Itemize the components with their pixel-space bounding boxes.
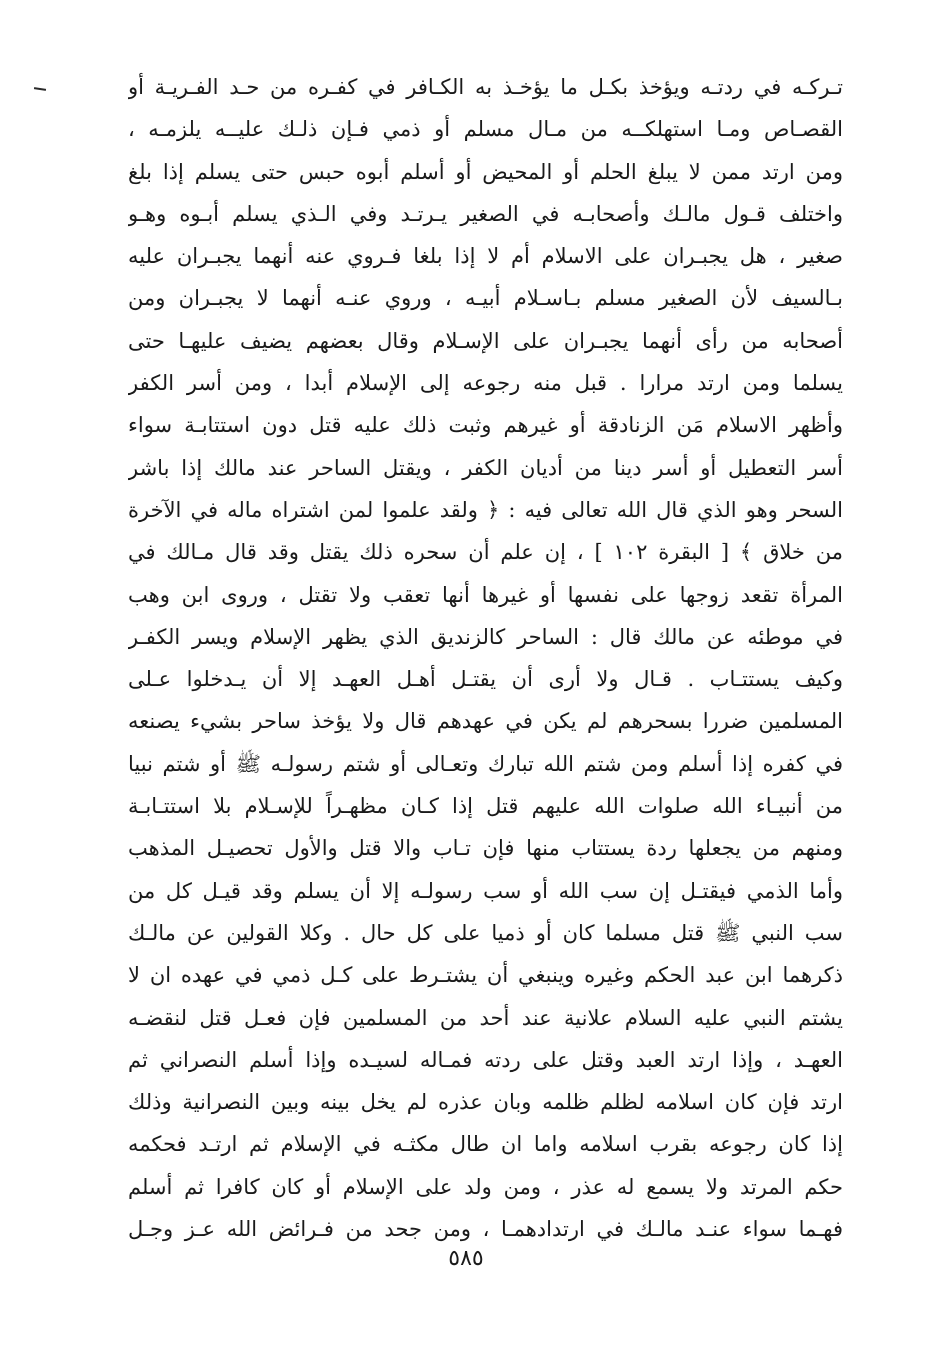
text-line: من خلاق ﴾ [ البقرة ١٠٢ ] ، إن علم أن سحره ذلك يقتل وقد قال مـالك في <box>128 540 843 565</box>
text-line: يسلما ومن ارتد مرارا . قبل منه رجوعه إلى الإسلام أبدا ، ومن أسر الكفر <box>128 371 843 396</box>
text-line: ومنهم من يجعلها ردة يستتاب منها فإن تـاب والا قتل والأول تحصيـل المذهب <box>128 836 843 861</box>
text-line: وكيف يستتـاب . قـال ولا أرى أن يقتـل أهـل العهـد إلا أن يـدخلوا عـلى <box>128 667 843 692</box>
text-line: سب النبي ﷺ قتل مسلما كان أو ذميا على كل حال . وكلا القولين عن مالـك <box>128 920 843 945</box>
text-line: من أنبيـاء الله صلوات الله عليهم قتل إذا كـان مظهـراً للإسـلام بلا استتـابـة <box>128 794 843 819</box>
text-line: وأظهر الاسلام مَن الزنادقة أو غيرهم وثبت ذلك عليه قتل دون استتابـة سواء <box>128 413 843 438</box>
body-text <box>128 66 843 1250</box>
text-line: حكم المرتد ولا يسمع له عذر ، ومن ولد على الإسلام أو كان كافرا ثم أسلم <box>128 1174 843 1199</box>
text-line: في كفره إذا أسلم ومن شتم الله تبارك وتعـالى أو شتم رسولـه ﷺ أو شتم نبيا <box>128 751 843 776</box>
text-line: صغير ، هل يجبـران على الاسلام أم لا إذا بلغا فـروي عنه أنهما يجبـران عليه <box>128 244 843 269</box>
text-line: وأما الذمي فيقتـل إن سب الله أو سب رسولـه إلا أن يسلم وقد قيـل كل من <box>128 878 843 903</box>
text-line: ومن ارتد ممن لا يبلغ الحلم أو المحيض أو أسلم أبوه حبس حتى يسلم إذا بلغ <box>128 159 843 184</box>
text-line: السحر وهو الذي قال الله تعالى فيه : ﴿ ولقد علموا لمن اشتراه ماله في الآخرة <box>128 497 843 522</box>
page-number: ٥٨٥ <box>448 1246 484 1271</box>
text-line: العهـد ، وإذا ارتد العبد وقتل على ردته فمـاله لسيـده وإذا أسلم النصراني ثم <box>128 1047 843 1072</box>
text-line: فهـما سواء عنـد مالـك في ارتدادهمـا ، ومن جحد من فـرائض الله عـز وجـل <box>128 1217 843 1242</box>
text-line: أسر التعطيل أو أسر دينا من أديان الكفر ، ويقتل الساحر عند مالك إذا باشر <box>128 455 843 480</box>
text-line: واختلف قـول مالـك وأصحابـه في الصغير يـرتـد وفي الـذي يسلم أبـوه وهـو <box>128 201 843 226</box>
text-line: القصـاص ومـا استهلكــه من مـال مسلم أو ذمي فـإن ذلـك عليــه يلزمـه ، <box>128 117 843 142</box>
text-line: إذا كان رجوعه بقرب اسلامه واما ان طال مكثـه في الإسلام ثم ارتـد فحكمه <box>128 1132 843 1157</box>
text-line: تـركـه في ردتـه ويؤخذ بكـل ما يؤخـذ به الكـافر في كفـره من حـد الفـريـة أو <box>128 75 843 99</box>
text-line: أصحابه من رأى أنهما يجبـران على الإسـلام وقال بعضهم يضيف عليهـا حتى <box>128 328 843 353</box>
text-line: بـالسيف لأن الصغير مسلم بـاسـلام أبيـه ، وروي عنـه أنهما لا يجبـران ومن <box>128 286 843 311</box>
text-line: ذكرهما ابن عبد الحكم وغيره وينبغي أن يشتـرط على كـل ذمي في عهده ان لا <box>128 963 843 988</box>
text-line: المسلمين ضررا بسحرهم لم يكن في عهدهم قال ولا يؤخذ ساحر بشيء يصنعه <box>128 709 843 734</box>
text-line: ارتد فإن كان اسلامه لظلم ظلمه وبان عذره لم يخل بينه وبين النصرانية وذلك <box>128 1090 843 1115</box>
text-line: المرأة تقعد زوجها على نفسها أو غيرها أنها تعقب ولا تقتل ، وروى ابن وهب <box>128 582 843 607</box>
text-line: يشتم النبي عليه السلام علانية عند أحد من المسلمين فإن فعـل قتل لنقضـه <box>128 1005 843 1030</box>
text-line: في موطئه عن مالك قال : الساحر كالزنديق الذي يظهر الإسلام ويسر الكفـر <box>128 624 843 649</box>
margin-mark <box>34 87 46 91</box>
